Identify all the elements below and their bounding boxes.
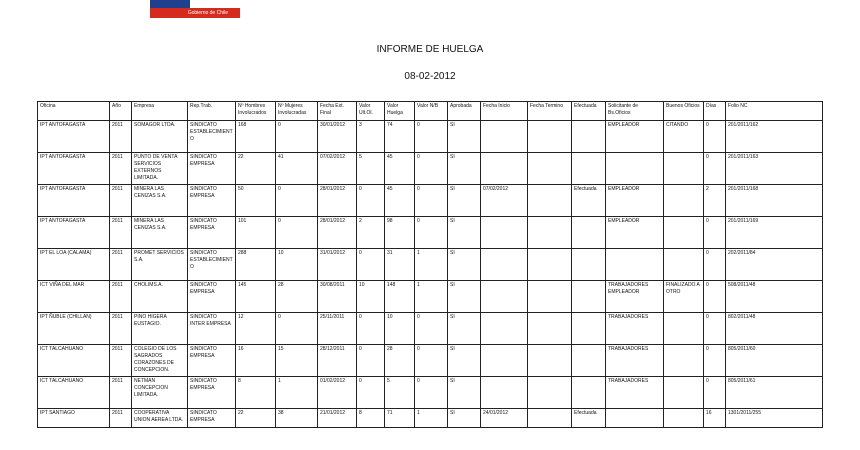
table-cell: PROMET SERVICIOS S.A. (132, 249, 188, 281)
table-cell: COOPERATIVA UNION AEREA LTDA. (132, 409, 188, 428)
table-cell (528, 249, 572, 281)
table-cell: 805/2011/61 (726, 377, 823, 409)
table-cell: IPT EL LOA (CALAMA) (38, 249, 110, 281)
table-cell (572, 377, 606, 409)
table-cell (664, 249, 704, 281)
table-cell (528, 377, 572, 409)
table-cell: 201/2011/168 (726, 185, 823, 217)
table-cell (528, 281, 572, 313)
table-cell: 1 (415, 281, 448, 313)
column-header: Buenos Oficios (664, 102, 704, 121)
table-cell: 45 (385, 153, 415, 185)
table-cell (481, 249, 528, 281)
table-cell (528, 345, 572, 377)
table-cell: SI (448, 153, 481, 185)
table-cell: ICT TALCAHUANO (38, 345, 110, 377)
table-cell: 0 (276, 121, 318, 153)
table-cell (528, 409, 572, 428)
column-header: Folio NC (726, 102, 823, 121)
table-cell: Efectuada (572, 185, 606, 217)
table-cell: 0 (415, 121, 448, 153)
table-cell: SI (448, 313, 481, 345)
table-cell: 2 (704, 185, 726, 217)
table-cell: 0 (357, 377, 385, 409)
table-cell (664, 185, 704, 217)
table-cell: 148 (385, 281, 415, 313)
table-cell: 202/2011/84 (726, 249, 823, 281)
table-cell: SI (448, 185, 481, 217)
table-cell: 8 (357, 409, 385, 428)
table-cell: SINDICATO EMPRESA (188, 185, 236, 217)
table-cell: 0 (276, 313, 318, 345)
table-row (38, 121, 823, 153)
table-cell (572, 313, 606, 345)
table-cell: 201/2011/169 (726, 217, 823, 249)
table-cell: 15 (276, 345, 318, 377)
table-cell: 8 (236, 377, 276, 409)
table-cell: 802/2011/48 (726, 313, 823, 345)
table-cell: 0 (704, 121, 726, 153)
table-row (38, 409, 823, 428)
table-cell: 0 (357, 313, 385, 345)
table-cell: 201/2011/163 (726, 153, 823, 185)
table-cell: 31 (385, 249, 415, 281)
column-header: Valor Ult.Ol. (357, 102, 385, 121)
table-cell: 25/11/2011 (318, 313, 357, 345)
table-cell: 168 (236, 121, 276, 153)
table-cell: 28 (276, 281, 318, 313)
table-cell: MINERA LAS CENIZAS S.A. (132, 185, 188, 217)
table-cell: 10 (357, 281, 385, 313)
table-cell (481, 121, 528, 153)
table-cell: 0 (415, 377, 448, 409)
table-cell: 805/2011/60 (726, 345, 823, 377)
table-cell: 2 (357, 217, 385, 249)
table-cell: SINDICATO EMPRESA (188, 153, 236, 185)
table-cell: 201/2011/162 (726, 121, 823, 153)
table-cell: 28/12/2011 (318, 345, 357, 377)
table-cell (481, 377, 528, 409)
table-cell: FINALIZADO A OTRO (664, 281, 704, 313)
table-cell (572, 217, 606, 249)
column-header: Valor N/B (415, 102, 448, 121)
table-cell: 1 (415, 409, 448, 428)
table-cell (664, 217, 704, 249)
table-cell: IPT ANTOFAGASTA (38, 153, 110, 185)
header-row (38, 102, 823, 121)
table-cell: 28 (385, 345, 415, 377)
table-cell: 0 (357, 345, 385, 377)
table-cell: 0 (415, 153, 448, 185)
table-cell: SI (448, 121, 481, 153)
table-cell: 98 (385, 217, 415, 249)
table-cell: 2011 (110, 153, 132, 185)
table-cell (572, 345, 606, 377)
column-header: Rep.Trab. (188, 102, 236, 121)
report-date: 08-02-2012 (404, 71, 456, 82)
table-row (38, 185, 823, 217)
table-cell: SINDICATO EMPRESA (188, 377, 236, 409)
table-cell: 2011 (110, 313, 132, 345)
table-cell: 45 (385, 185, 415, 217)
strike-report-table (37, 101, 823, 428)
table-cell: 10 (276, 249, 318, 281)
table-cell: 0 (415, 313, 448, 345)
table-cell (528, 313, 572, 345)
table-cell: 2011 (110, 217, 132, 249)
table-cell: 145 (236, 281, 276, 313)
table-cell: 0 (704, 153, 726, 185)
table-cell: IPT SANTIAGO (38, 409, 110, 428)
table-cell: 0 (704, 249, 726, 281)
table-cell: 0 (415, 345, 448, 377)
table-cell (528, 185, 572, 217)
table-cell: PUNTO DE VENTA SERVICIOS EXTERNOS LIMITADA. (132, 153, 188, 185)
table-cell (606, 249, 664, 281)
table-cell: 1 (276, 377, 318, 409)
table-cell (606, 153, 664, 185)
table-row (38, 217, 823, 249)
table-cell: 0 (357, 185, 385, 217)
table-row (38, 377, 823, 409)
table-cell: 2011 (110, 121, 132, 153)
table-cell: 01/02/2012 (318, 377, 357, 409)
table-cell: 12 (236, 313, 276, 345)
column-header: Valor Huelga (385, 102, 415, 121)
table-cell: IPT ANTOFAGASTA (38, 217, 110, 249)
column-header: Días (704, 102, 726, 121)
table-cell: 10 (385, 313, 415, 345)
table-cell: EMPLEADOR (606, 185, 664, 217)
table-cell: SI (448, 345, 481, 377)
table-cell: 1 (415, 249, 448, 281)
table-cell: 38 (276, 409, 318, 428)
table-cell: 2011 (110, 185, 132, 217)
table-cell: 50 (236, 185, 276, 217)
table-cell: 71 (385, 409, 415, 428)
table-cell: MINERA LAS CENIZAS S.A. (132, 217, 188, 249)
table-cell (528, 217, 572, 249)
column-header: Año (110, 102, 132, 121)
table-cell: 2011 (110, 281, 132, 313)
table-cell: 0 (357, 249, 385, 281)
logo-red-band (150, 8, 240, 18)
table-cell: 5 (385, 377, 415, 409)
table-cell: SINDICATO EMPRESA (188, 409, 236, 428)
table-cell: TRABAJADORES (606, 377, 664, 409)
table-cell: 0 (276, 185, 318, 217)
table-cell: IPT ÑUBLE (CHILLAN) (38, 313, 110, 345)
table-cell: SINDICATO ESTABLECIMIENTO (188, 249, 236, 281)
table-row (38, 249, 823, 281)
table-cell: 16 (236, 345, 276, 377)
table-row (38, 345, 823, 377)
table-cell (664, 313, 704, 345)
table-cell: SI (448, 409, 481, 428)
table-cell: TRABAJADORES (606, 345, 664, 377)
table-cell: 2011 (110, 345, 132, 377)
table-cell: ICT TALCAHUANO (38, 377, 110, 409)
table-cell: 31/01/2012 (318, 249, 357, 281)
report-title: INFORME DE HUELGA (376, 44, 484, 55)
table-cell: SI (448, 281, 481, 313)
column-header: Solicitante de Bs.Oficios (606, 102, 664, 121)
table-cell: 22 (236, 153, 276, 185)
table-cell: 0 (704, 345, 726, 377)
table-cell (481, 345, 528, 377)
table-cell (572, 121, 606, 153)
table-cell: SI (448, 217, 481, 249)
table-cell: 16 (704, 409, 726, 428)
table-cell: 21/01/2012 (318, 409, 357, 428)
table-cell (481, 281, 528, 313)
table-cell (572, 249, 606, 281)
logo-text: Gobierno de Chile (187, 10, 228, 16)
table-cell (664, 153, 704, 185)
table-cell: 24/01/2012 (481, 409, 528, 428)
table-cell (664, 345, 704, 377)
table-cell: 30/08/2011 (318, 281, 357, 313)
table-cell (664, 377, 704, 409)
table-cell: 22 (236, 409, 276, 428)
table-cell: IPT ANTOFAGASTA (38, 121, 110, 153)
table-cell (572, 281, 606, 313)
table-cell: 3 (357, 121, 385, 153)
table-cell: 0 (415, 217, 448, 249)
table-cell: 28/01/2012 (318, 217, 357, 249)
table-cell: 288 (236, 249, 276, 281)
column-header: Empresa (132, 102, 188, 121)
gobierno-logo (150, 0, 240, 18)
table-cell: EMPLEADOR (606, 217, 664, 249)
table-cell: IPT ANTOFAGASTA (38, 185, 110, 217)
table-cell: EMPLEADOR (606, 121, 664, 153)
table-cell: 07/02/2012 (481, 185, 528, 217)
table-cell: SI (448, 249, 481, 281)
table-cell: 41 (276, 153, 318, 185)
table-cell: 30/01/2012 (318, 121, 357, 153)
table-cell (481, 217, 528, 249)
column-header: Fecha Ext. Final (318, 102, 357, 121)
table-cell (481, 313, 528, 345)
table-cell (528, 121, 572, 153)
table-cell: 0 (704, 217, 726, 249)
table-cell: 0 (704, 313, 726, 345)
column-header: Aprobada (448, 102, 481, 121)
table-cell: TRABAJADORES (606, 313, 664, 345)
table-cell (664, 409, 704, 428)
table-cell (528, 153, 572, 185)
table-cell: 2011 (110, 249, 132, 281)
table-cell: SINDICATO INTER EMPRESA (188, 313, 236, 345)
table-cell (481, 153, 528, 185)
column-header: Oficina (38, 102, 110, 121)
table-cell: PINO HIGERA EUSTAGIO. (132, 313, 188, 345)
table-cell: 0 (276, 217, 318, 249)
table-cell: 28/01/2012 (318, 185, 357, 217)
table-cell: 0 (415, 185, 448, 217)
table-cell: 101 (236, 217, 276, 249)
table-row (38, 281, 823, 313)
table-row (38, 153, 823, 185)
table-cell: SINDICATO EMPRESA (188, 281, 236, 313)
table-cell: CITANDO (664, 121, 704, 153)
table-cell: 07/02/2012 (318, 153, 357, 185)
table-cell (606, 409, 664, 428)
table-cell: 2011 (110, 409, 132, 428)
column-header: Efectuada (572, 102, 606, 121)
table-cell: 508/2011/48 (726, 281, 823, 313)
table-cell: COLEGIO DE LOS SAGRADOS CORAZONES DE CONCEPCION. (132, 345, 188, 377)
table-cell: CHOLIMS.A. (132, 281, 188, 313)
column-header: Nº Hombres Involucrados (236, 102, 276, 121)
table-cell (572, 153, 606, 185)
table-cell: SINDICATO EMPRESA (188, 217, 236, 249)
table-cell: Efectuada (572, 409, 606, 428)
table-cell: SOMAGOR LTDA. (132, 121, 188, 153)
table-cell: 1301/2011/255 (726, 409, 823, 428)
table-cell: NETMAN CONCEPCION LIMITADA. (132, 377, 188, 409)
table-cell: 2011 (110, 377, 132, 409)
table-cell: SINDICATO ESTABLECIMIENTO (188, 121, 236, 153)
column-header: Fecha Termino (528, 102, 572, 121)
table-cell: SINDICATO EMPRESA (188, 345, 236, 377)
table-cell: SI (448, 377, 481, 409)
table-cell: 5 (357, 153, 385, 185)
logo-blue-band (150, 0, 190, 8)
table-cell: 74 (385, 121, 415, 153)
column-header: Fecha Inicio (481, 102, 528, 121)
column-header: Nº Mujeres Involucradas (276, 102, 318, 121)
table-cell: ICT VIÑA DEL MAR (38, 281, 110, 313)
table-cell: TRABAJADORES EMPLEADOR (606, 281, 664, 313)
table-row (38, 313, 823, 345)
table-cell: 0 (704, 377, 726, 409)
table-cell: 0 (704, 281, 726, 313)
